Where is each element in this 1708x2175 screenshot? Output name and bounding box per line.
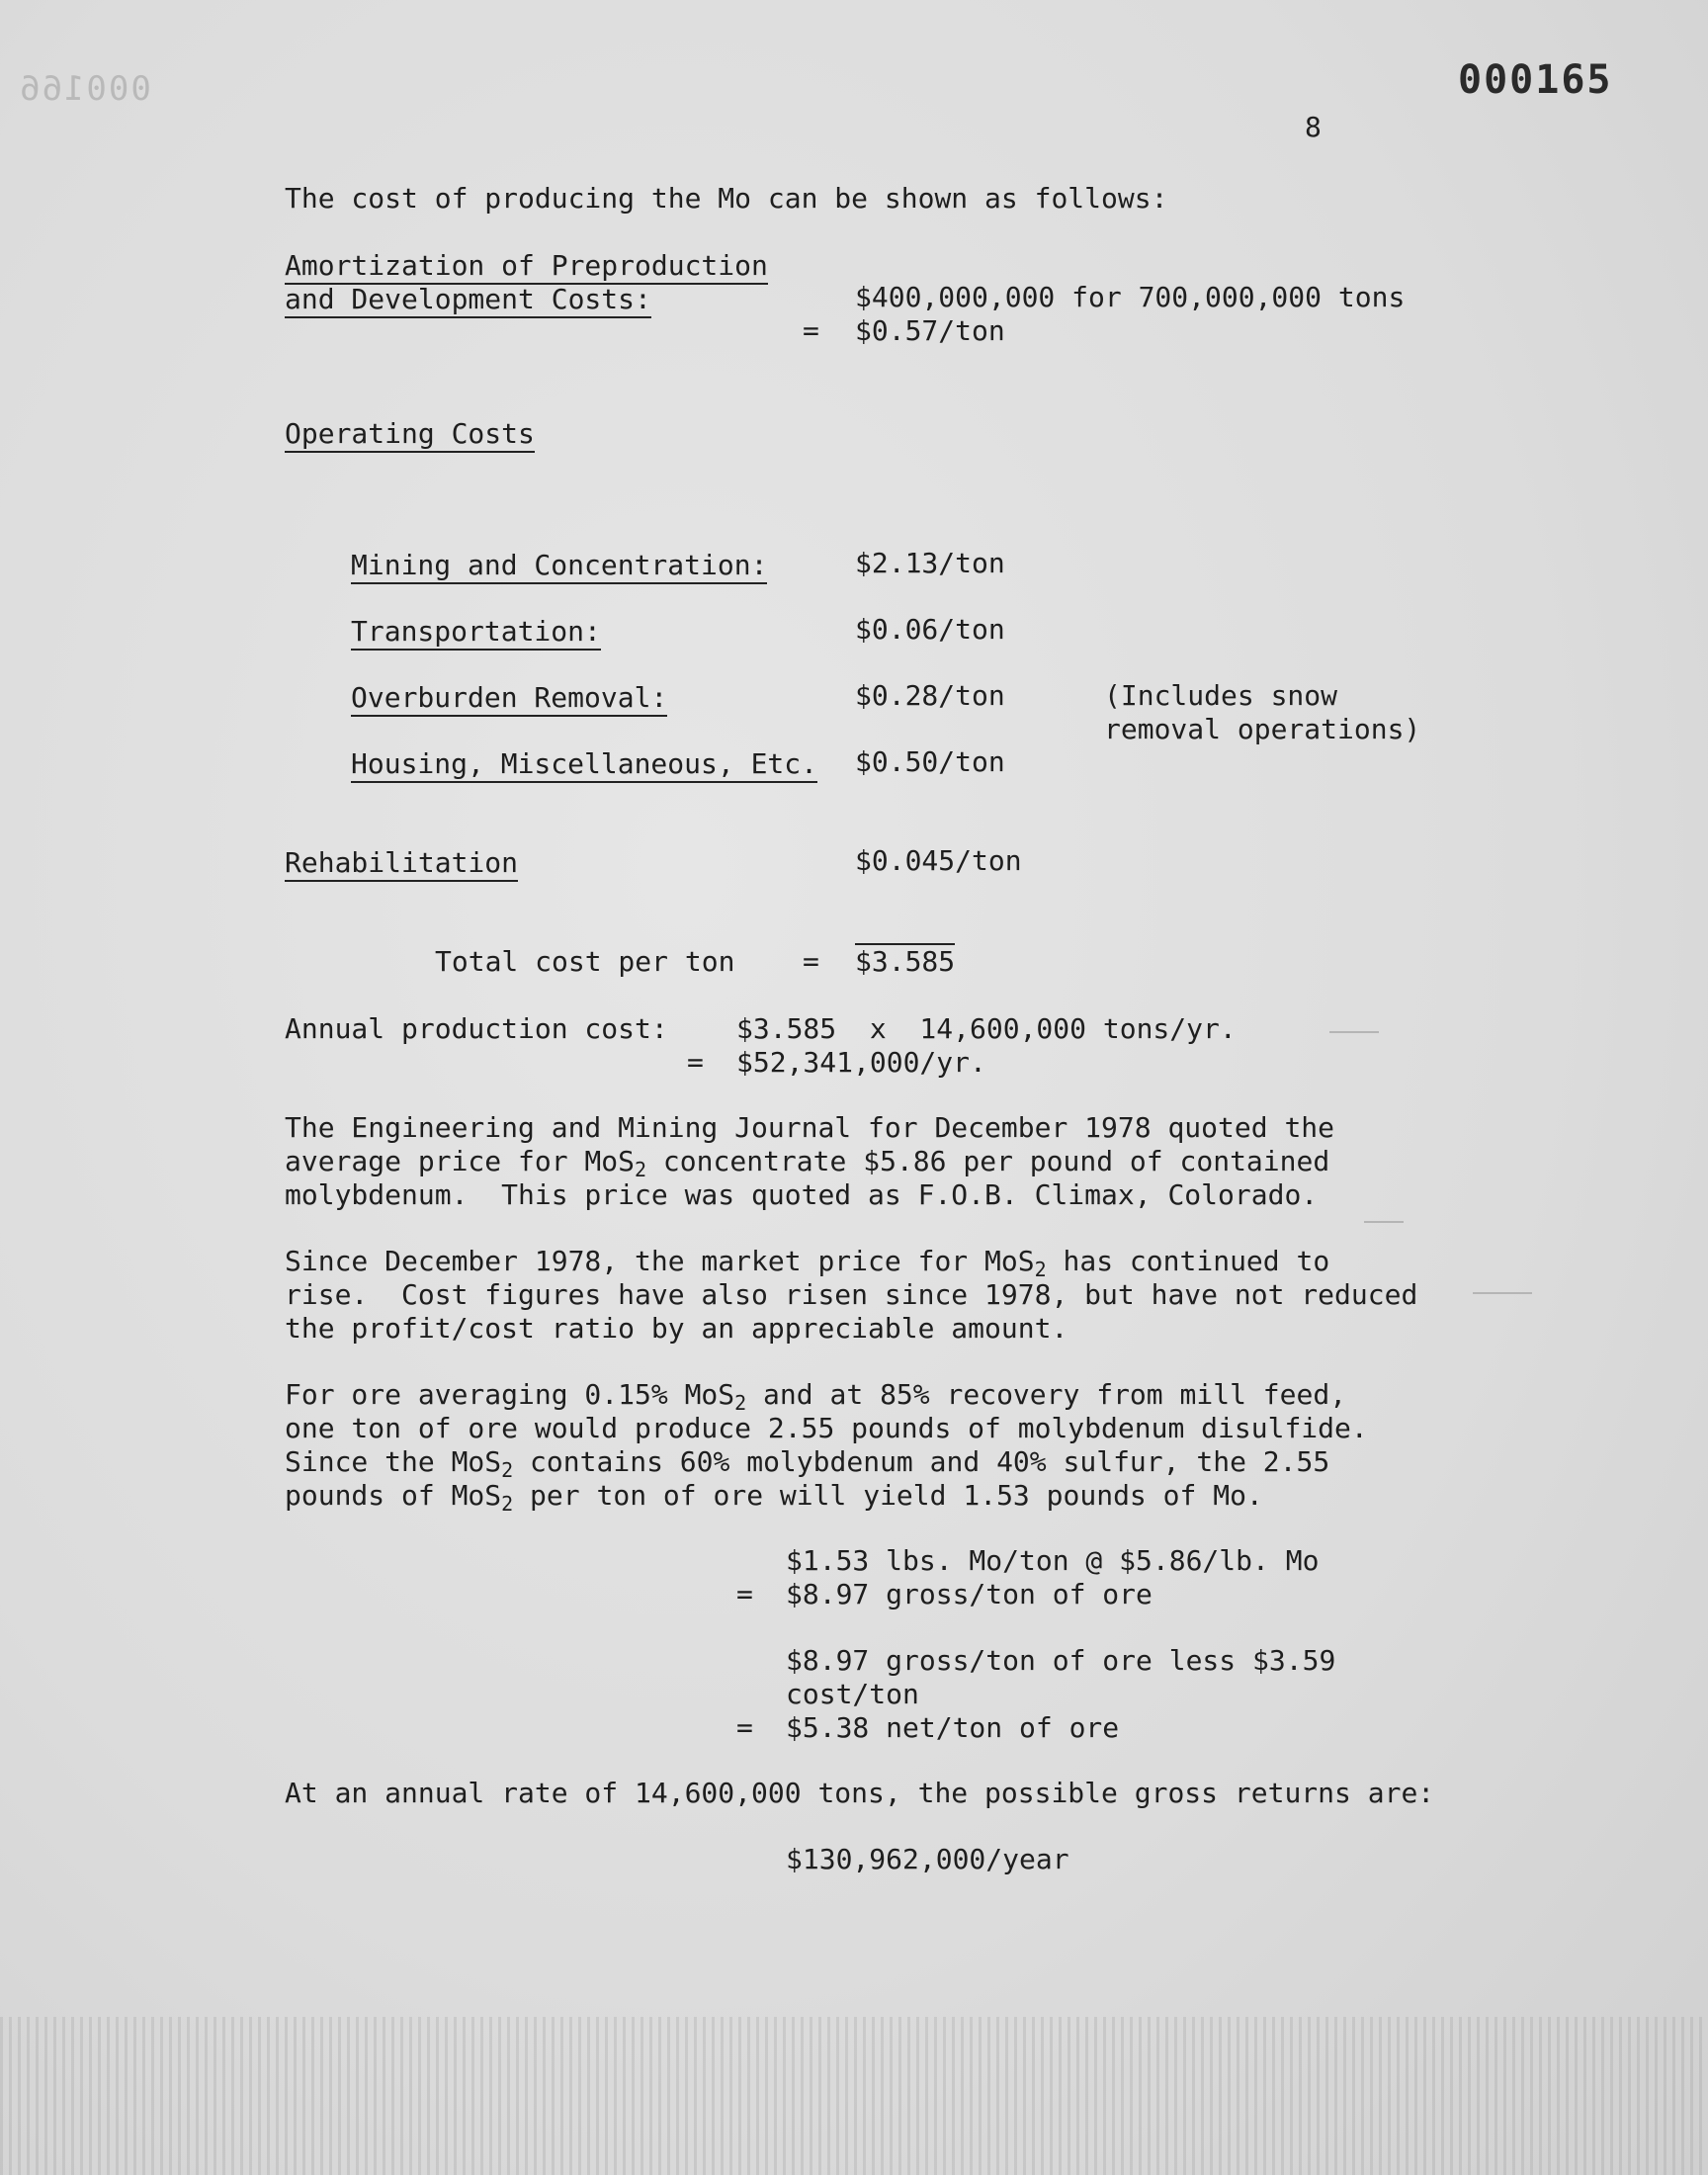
calc-1-line1: $1.53 lbs. Mo/ton @ $5.86/lb. Mo (786, 1544, 1320, 1577)
cost-item-label: Mining and Concentration: (351, 549, 767, 582)
annual-cost-line1: $3.585 x 14,600,000 tons/yr. (736, 1012, 1237, 1045)
paragraph-1-line3: molybdenum. This price was quoted as F.O.B. Climax, Colorado. (285, 1178, 1319, 1211)
paragraph-2-line3: the profit/cost ratio by an appreciable amount. (285, 1312, 1068, 1345)
total-equals: = (803, 945, 819, 978)
operating-costs-heading: Operating Costs (285, 417, 535, 451)
returns-value: $130,962,000/year (786, 1843, 1069, 1875)
returns-sentence: At an annual rate of 14,600,000 tons, the possible gross returns are: (285, 1777, 1435, 1809)
calc-2-line2: cost/ton (786, 1678, 919, 1710)
cost-item-label: Overburden Removal: (351, 681, 667, 715)
scan-noise-band (0, 2017, 1708, 2175)
scan-mark (1329, 1031, 1379, 1033)
bleed-through-number: 000166 (18, 69, 151, 109)
cost-item-label: Transportation: (351, 615, 601, 649)
amortization-label-line1: Amortization of Preproduction (285, 249, 768, 283)
paragraph-1-line2: average price for MoS$_2$ concentrate $5.86 per pound of contained (285, 1145, 1330, 1181)
cost-item-label: Housing, Miscellaneous, Etc. (351, 747, 817, 781)
snow-note-line2: removal operations) (1104, 713, 1421, 745)
scan-mark (1364, 1221, 1404, 1223)
amortization-value-line2: $0.57/ton (855, 314, 1005, 347)
document-stamp-number: 000165 (1458, 57, 1613, 103)
cost-item-value: $0.28/ton (855, 679, 1005, 712)
calc-2-line1: $8.97 gross/ton of ore less $3.59 (786, 1644, 1336, 1677)
amortization-label-line2: and Development Costs: (285, 283, 651, 316)
paragraph-3-line2: one ton of ore would produce 2.55 pounds of molybdenum disulfide. (285, 1412, 1368, 1444)
annual-equals: = (687, 1046, 704, 1079)
rehabilitation-value: $0.045/ton (855, 844, 1022, 877)
total-cost-value: $3.585 (855, 945, 956, 978)
amortization-equals: = (803, 314, 819, 347)
total-cost-label: Total cost per ton (435, 945, 735, 978)
annual-cost-line2: $52,341,000/yr. (736, 1046, 986, 1079)
annual-cost-label: Annual production cost: (285, 1012, 668, 1045)
calc-1-line2: $8.97 gross/ton of ore (786, 1578, 1153, 1610)
rehabilitation-label: Rehabilitation (285, 846, 518, 880)
paragraph-3-line3: Since the MoS$_2$ contains 60% molybdenum and 40% sulfur, the 2.55 (285, 1445, 1330, 1482)
cost-item-value: $2.13/ton (855, 547, 1005, 579)
cost-item-value: $0.06/ton (855, 613, 1005, 646)
amortization-value-line1: $400,000,000 for 700,000,000 tons (855, 281, 1406, 313)
paragraph-1-line1: The Engineering and Mining Journal for December 1978 quoted the (285, 1111, 1335, 1144)
intro-sentence: The cost of producing the Mo can be shown as follows: (285, 182, 1168, 215)
calc-1-equals: = (736, 1578, 753, 1610)
paragraph-3-line4: pounds of MoS$_2$ per ton of ore will yield 1.53 pounds of Mo. (285, 1479, 1263, 1516)
paragraph-3-line1: For ore averaging 0.15% MoS$_2$ and at 85% recovery from mill feed, (285, 1378, 1347, 1415)
snow-note-line1: (Includes snow (1104, 679, 1338, 712)
page-number: 8 (1305, 111, 1322, 143)
scan-mark (1473, 1292, 1532, 1294)
paragraph-2-line2: rise. Cost figures have also risen since 1978, but have not reduced (285, 1278, 1418, 1311)
calc-2-equals: = (736, 1711, 753, 1744)
calc-2-line3: $5.38 net/ton of ore (786, 1711, 1120, 1744)
cost-item-value: $0.50/ton (855, 745, 1005, 778)
paragraph-2-line1: Since December 1978, the market price for MoS$_2$ has continued to (285, 1245, 1330, 1281)
